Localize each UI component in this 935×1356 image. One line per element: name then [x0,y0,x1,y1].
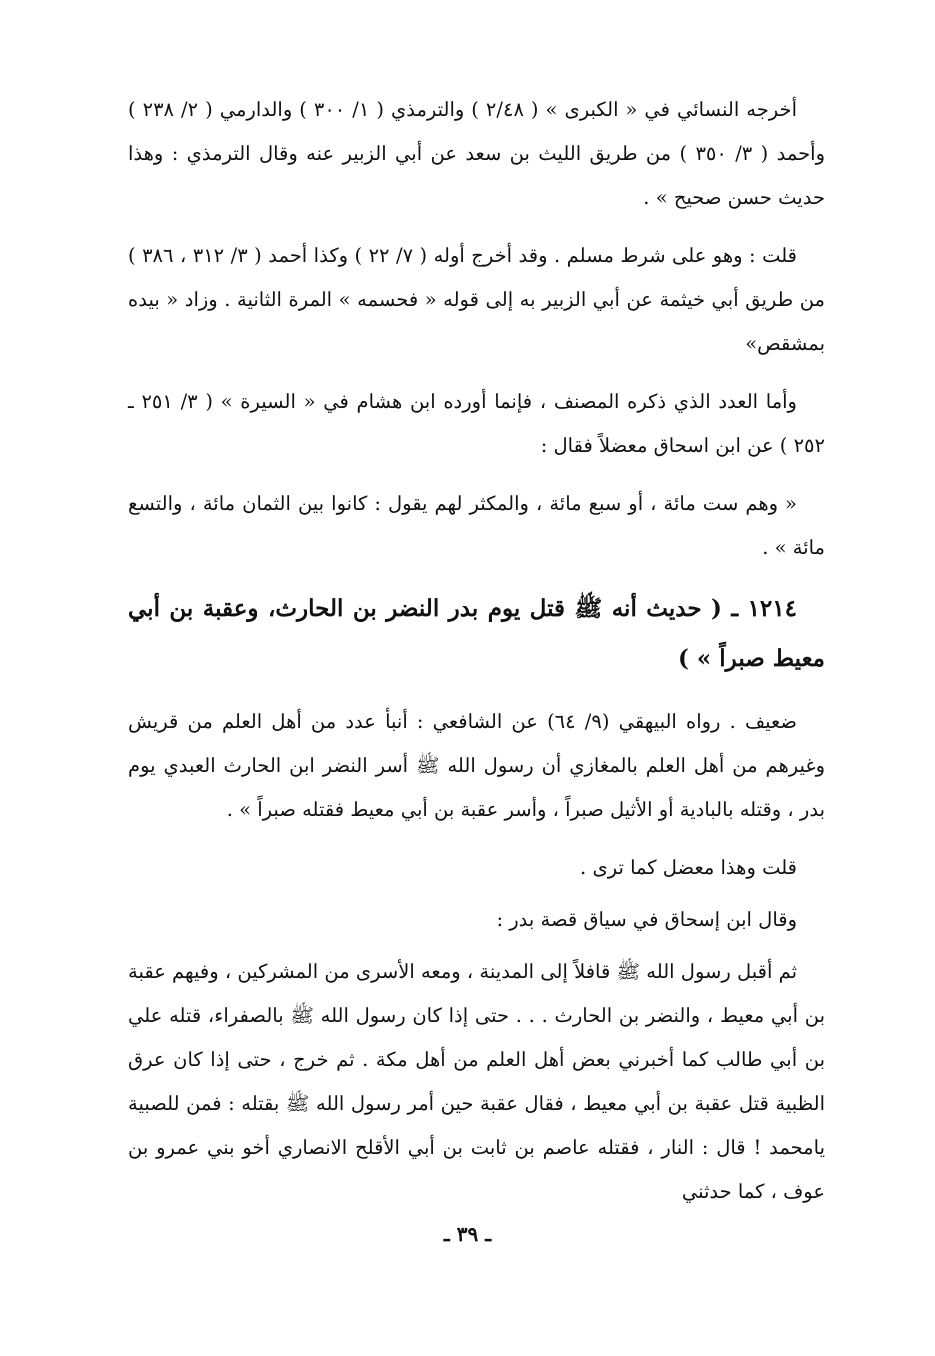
paragraph-remark: قلت وهذا معضل كما ترى . [580,856,797,879]
paragraph-comment: قلت : وهو على شرط مسلم . وقد أخرج أوله ( ٧/ ٢٢ ) وكذا أحمد ( ٣/ ٣١٢ ، ٣٨٦ ) من طريق أبي خيثمة عن أبي الزبير به إلى قوله « فحسمه » المرة الثانية . وزاد « بيده بمشقص» [128,244,825,355]
paragraph-takhrij: أخرجه النسائي في « الكبرى » ( ٢/٤٨ ) والترمذي ( ١/ ٣٠٠ ) والدارمي ( ٢/ ٢٣٨ ) وأحمد ( ٣/ ٣٥٠ ) من طريق الليث بن سعد عن أبي الزبير عنه وقال الترمذي : وهذا حديث حسن صحيح » . [128,98,826,209]
paragraph-quote: « وهم ست مائة ، أو سبع مائة ، والمكثر لهم يقول : كانوا بين الثمان مائة ، والتسع مائة » . [128,492,825,559]
hadith-heading: ١٢١٤ ـ ( حديث أنه ﷺ قتل يوم بدر النضر بن الحارث، وعقبة بن أبي معيط صبراً » ) [128,595,825,672]
paragraph-ibn-ishaq-intro: وقال ابن إسحاق في سياق قصة بدر : [496,908,797,931]
paragraph-number-note: وأما العدد الذي ذكره المصنف ، فإنما أورده ابن هشام في « السيرة » ( ٣/ ٢٥١ ـ ٢٥٢ ) عن ابن اسحاق معضلاً فقال : [128,390,825,457]
paragraph-narration: ثم أقبل رسول الله ﷺ قافلاً إلى المدينة ، ومعه الأسرى من المشركين ، وفيهم عقبة بن أبي معيط ، والنضر بن الحارث . . . حتى إذا كان رسول الله ﷺ بالصفراء، قتله علي بن أبي طالب كما أخبرني بعض أهل العلم من أهل مكة . ثم خرج ، حتى إذا كان عرق الظبية قتل عقبة بن أبي معيط ، فقال عقبة حين أمر رسول الله ﷺ بقتله : فمن للصبية يامحمد ! قال : النار ، فقتله عاصم بن ثابت بن أبي الأقلح الانصاري أخو بني عمرو بن عوف ، كما حدثني [128,960,825,1203]
paragraph-grading: ضعيف . رواه البيهقي (٩/ ٦٤) عن الشافعي : أنبأ عدد من أهل العلم من قريش وغيرهم من أهل العلم بالمغازي أن رسول الله ﷺ أسر النضر ابن الحارث العبدي يوم بدر ، وقتله بالبادية أو الأثيل صبراً ، وأسر عقبة بن أبي معيط فقتله صبراً » . [128,710,825,821]
page-number: ـ ٣٩ ـ [443,1222,492,1246]
main-text [128,88,825,1228]
